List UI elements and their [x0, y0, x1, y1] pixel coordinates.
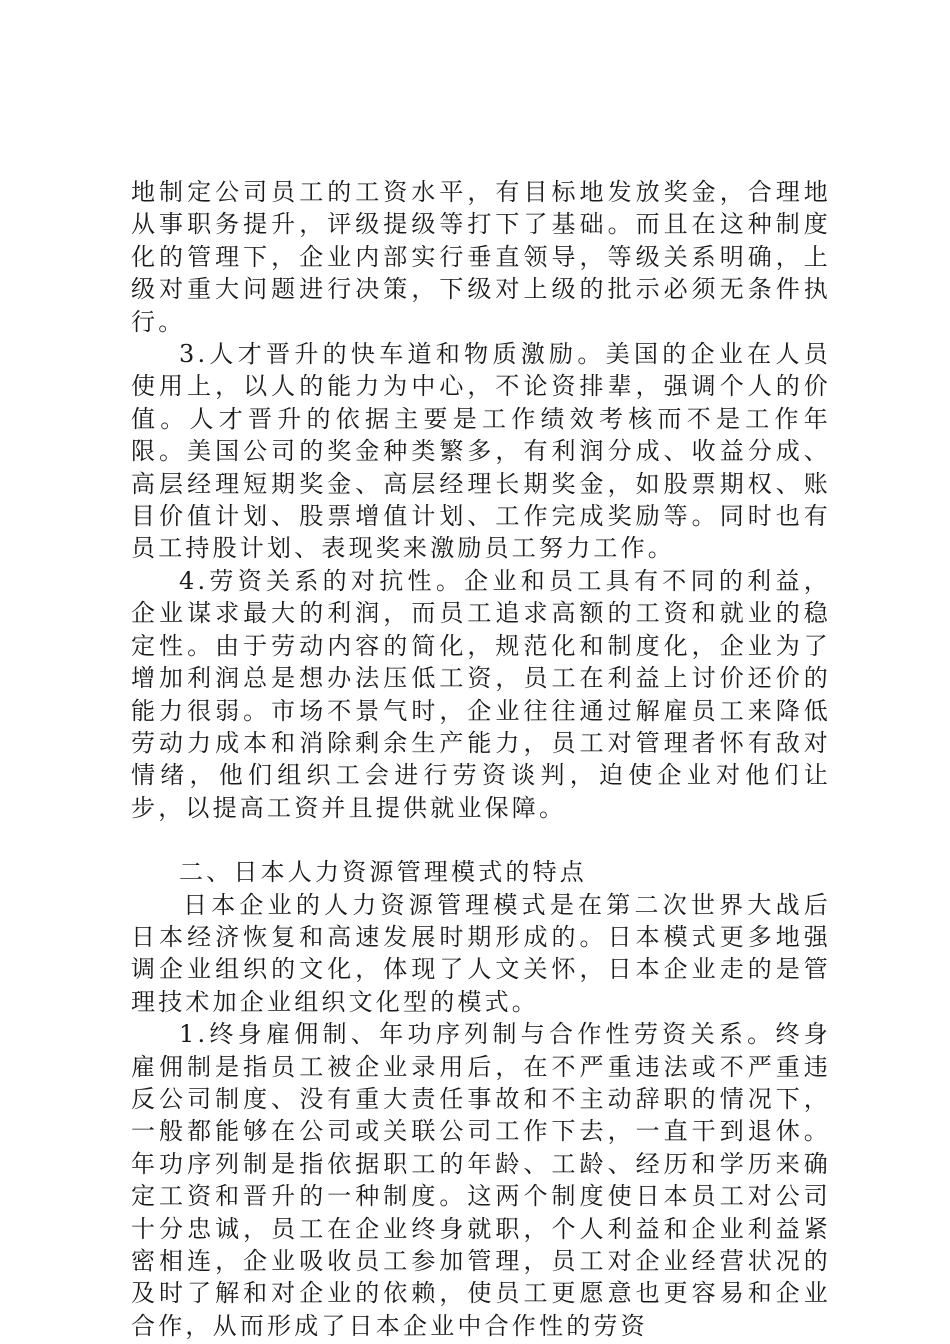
paragraph-continuation: 地制定公司员工的工资水平，有目标地发放奖金，合理地从事职务提升，评级提级等打下了基础。而且在这种制度化的管理下，企业内部实行垂直领导，等级关系明确，上级对重大问题进行决策，下级对上级的批示必须无条件执行。 — [131, 178, 831, 336]
paragraph-point-3: 3.人才晋升的快车道和物质激励。美国的企业在人员使用上，以人的能力为中心，不论资排辈，强调个人的价值。人才晋升的依据主要是工作绩效考核而不是工作年限。美国公司的奖金种类繁多，有利润分成、收益分成、高层经理短期奖金、高层经理长期奖金，如股票期权、账目价值计划、股票增值计划、工作完成奖励等。同时也有员工持股计划、表现奖来激励员工努力工作。 — [131, 340, 831, 563]
paragraph-gap — [131, 824, 831, 856]
paragraph-point-4: 4.劳资关系的对抗性。企业和员工具有不同的利益，企业谋求最大的利润，而员工追求高额的工资和就业的稳定性。由于劳动内容的简化，规范化和制度化，企业为了增加利润总是想办法压低工资，员工在利益上讨价还价的能力很弱。市场不景气时，企业往往通过解雇员工来降低劳动力成本和消除剩余生产能力，员工对管理者怀有敌对情绪，他们组织工会进行劳资谈判，迫使企业对他们让步，以提高工资并且提供就业保障。 — [131, 566, 831, 822]
section-heading: 二、日本人力资源管理模式的特点 — [179, 858, 587, 887]
document-body — [131, 176, 831, 1342]
paragraph-japan-intro: 日本企业的人力资源管理模式是在第二次世界大战后日本经济恢复和高速发展时期形成的。日本模式更多地强调企业组织的文化，体现了人文关怀，日本企业走的是管理技术加企业组织文化型的模式。 — [131, 890, 831, 1016]
paragraph-point-1: 1.终身雇佣制、年功序列制与合作性劳资关系。终身雇佣制是指员工被企业录用后，在不严重违法或不严重违反公司制度、没有重大责任事故和不主动辞职的情况下，一般都能够在公司或关联公司工作下去，一直干到退休。年功序列制是指依据职工的年龄、工龄、经历和学历来确定工资和晋升的一种制度。这两个制度使日本员工对公司十分忠诚，员工在企业终身就职，个人利益和企业利益紧密相连，企业吸收员工参加管理，员工对企业经营状况的及时了解和对企业的依赖，使员工更愿意也更容易和企业合作，从而形成了日本企业中合作性的劳资 — [131, 1020, 831, 1340]
